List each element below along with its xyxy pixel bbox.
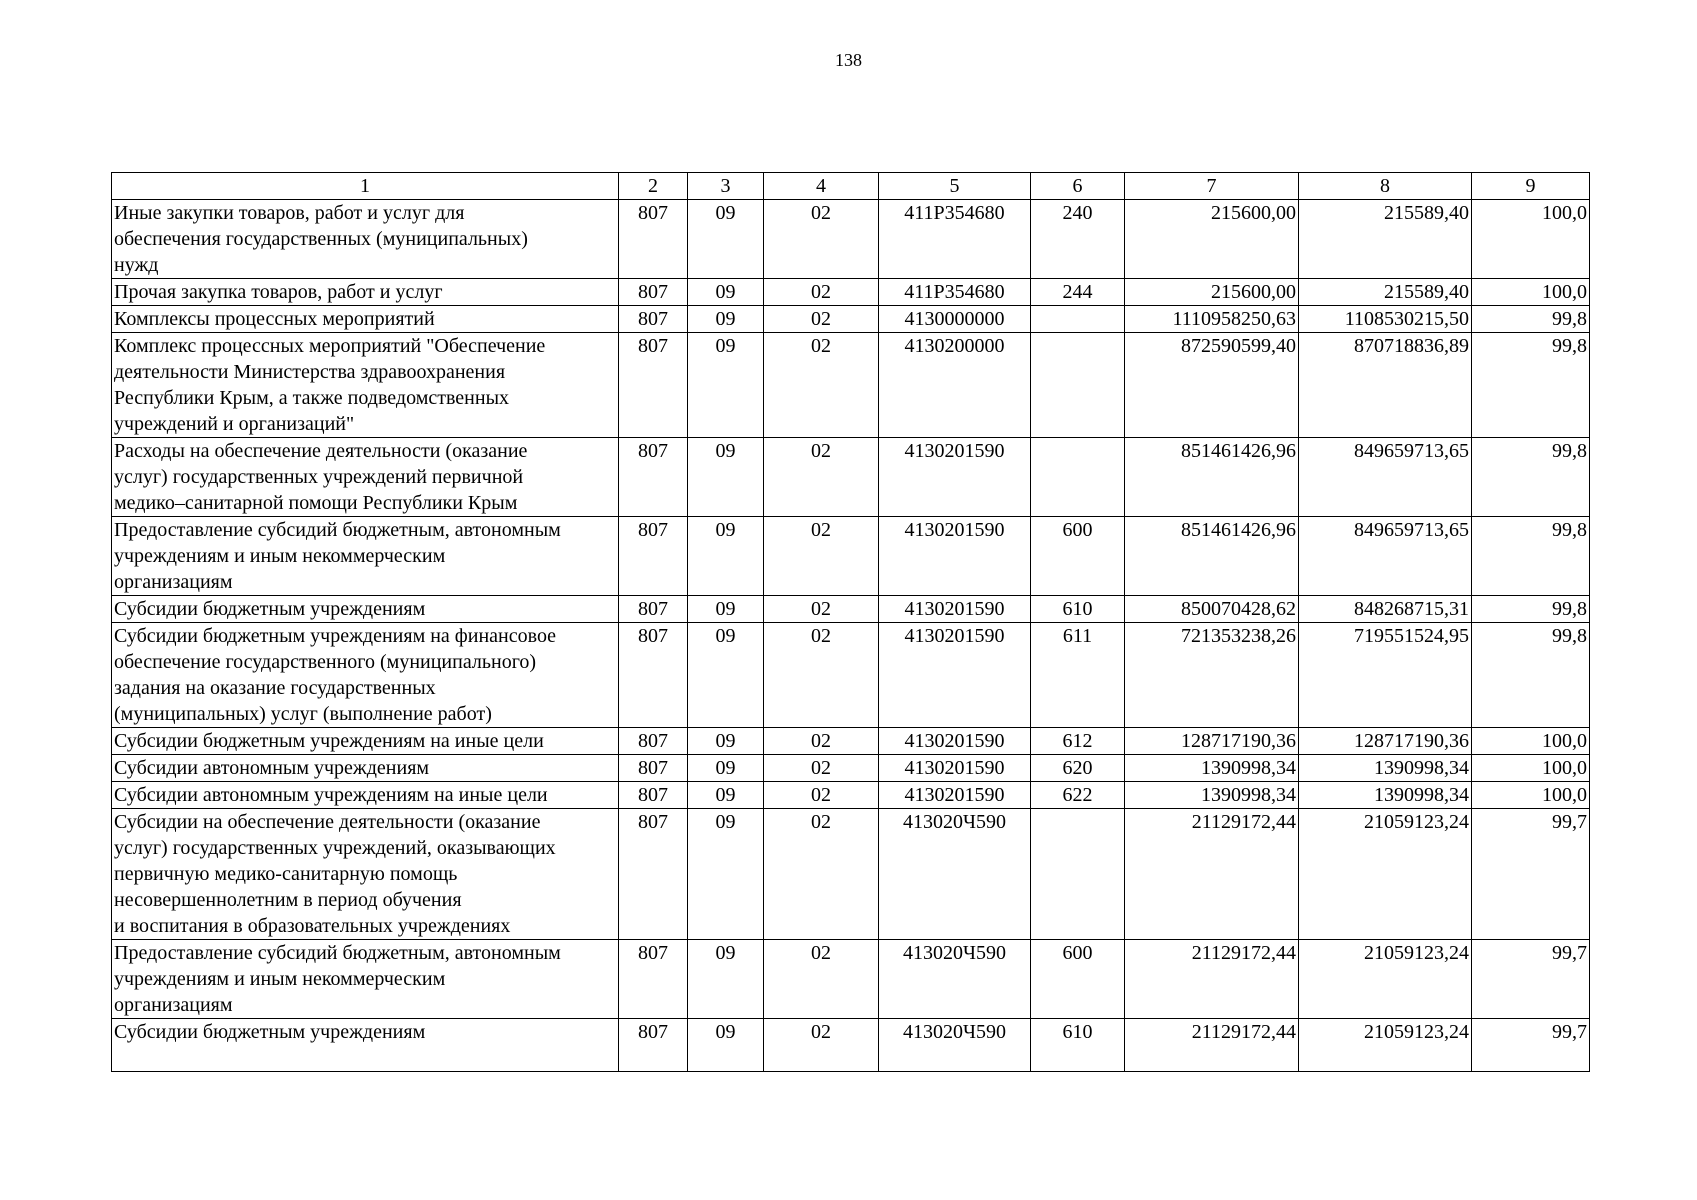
percent-cell: 100,0: [1472, 279, 1590, 306]
section-code-cell: 09: [688, 438, 764, 517]
table-row: [112, 333, 1590, 438]
section-code-cell: 09: [688, 782, 764, 809]
row-name-cell: Комплексы процессных мероприятий: [112, 306, 619, 333]
table-row: [112, 809, 1590, 940]
table-row: [112, 940, 1590, 1019]
ved-code-cell: 807: [619, 782, 688, 809]
expense-type-code-cell: 600: [1031, 940, 1125, 1019]
row-name-cell: Предоставление субсидий бюджетным, автономным учреждениям и иным некоммерческим организациям: [112, 940, 619, 1019]
table-row: [112, 782, 1590, 809]
target-item-code-cell: 4130201590: [879, 438, 1031, 517]
plan-amount-cell: 851461426,96: [1125, 438, 1299, 517]
ved-code-cell: 807: [619, 279, 688, 306]
plan-amount-cell: 215600,00: [1125, 279, 1299, 306]
percent-cell: 99,8: [1472, 306, 1590, 333]
row-name-cell: Иные закупки товаров, работ и услуг для обеспечения государственных (муниципальных) нужд: [112, 200, 619, 279]
column-header: 3: [688, 173, 764, 200]
actual-amount-cell: 849659713,65: [1299, 517, 1472, 596]
target-item-code-cell: 4130000000: [879, 306, 1031, 333]
plan-amount-cell: 1390998,34: [1125, 755, 1299, 782]
subsection-code-cell: 02: [764, 782, 879, 809]
ved-code-cell: 807: [619, 940, 688, 1019]
target-item-code-cell: 413020Ч590: [879, 1019, 1031, 1072]
expense-type-code-cell: 620: [1031, 755, 1125, 782]
table-row: [112, 596, 1590, 623]
target-item-code-cell: 4130200000: [879, 333, 1031, 438]
row-name-cell: Предоставление субсидий бюджетным, автономным учреждениям и иным некоммерческим организациям: [112, 517, 619, 596]
percent-cell: 99,7: [1472, 809, 1590, 940]
column-header: 1: [112, 173, 619, 200]
subsection-code-cell: 02: [764, 596, 879, 623]
section-code-cell: 09: [688, 596, 764, 623]
expense-type-code-cell: [1031, 809, 1125, 940]
row-name-cell: Комплекс процессных мероприятий "Обеспечение деятельности Министерства здравоохранения Республики Крым, а также подведомственных учреждений и организаций": [112, 333, 619, 438]
percent-cell: 99,8: [1472, 596, 1590, 623]
row-name-cell: Субсидии бюджетным учреждениям: [112, 1019, 619, 1072]
expense-type-code-cell: [1031, 306, 1125, 333]
expense-type-code-cell: 600: [1031, 517, 1125, 596]
row-name-cell: Прочая закупка товаров, работ и услуг: [112, 279, 619, 306]
row-name-cell: Субсидии бюджетным учреждениям на иные цели: [112, 728, 619, 755]
subsection-code-cell: 02: [764, 1019, 879, 1072]
section-code-cell: 09: [688, 755, 764, 782]
plan-amount-cell: 721353238,26: [1125, 623, 1299, 728]
actual-amount-cell: 849659713,65: [1299, 438, 1472, 517]
actual-amount-cell: 215589,40: [1299, 200, 1472, 279]
column-header: 4: [764, 173, 879, 200]
actual-amount-cell: 1108530215,50: [1299, 306, 1472, 333]
ved-code-cell: 807: [619, 517, 688, 596]
section-code-cell: 09: [688, 940, 764, 1019]
header-row: [112, 173, 1590, 200]
table-row: [112, 517, 1590, 596]
percent-cell: 99,7: [1472, 1019, 1590, 1072]
percent-cell: 99,8: [1472, 438, 1590, 517]
actual-amount-cell: 1390998,34: [1299, 755, 1472, 782]
column-header: 2: [619, 173, 688, 200]
ved-code-cell: 807: [619, 596, 688, 623]
plan-amount-cell: 872590599,40: [1125, 333, 1299, 438]
expense-type-code-cell: 240: [1031, 200, 1125, 279]
percent-cell: 100,0: [1472, 200, 1590, 279]
target-item-code-cell: 4130201590: [879, 728, 1031, 755]
plan-amount-cell: 215600,00: [1125, 200, 1299, 279]
ved-code-cell: 807: [619, 438, 688, 517]
row-name-cell: Расходы на обеспечение деятельности (оказание услуг) государственных учреждений первичной медико–санитарной помощи Республики Крым: [112, 438, 619, 517]
subsection-code-cell: 02: [764, 306, 879, 333]
subsection-code-cell: 02: [764, 809, 879, 940]
subsection-code-cell: 02: [764, 755, 879, 782]
ved-code-cell: 807: [619, 809, 688, 940]
table-row: [112, 623, 1590, 728]
target-item-code-cell: 411Р354680: [879, 200, 1031, 279]
table-row: [112, 438, 1590, 517]
section-code-cell: 09: [688, 200, 764, 279]
table-row: [112, 1019, 1590, 1072]
section-code-cell: 09: [688, 1019, 764, 1072]
section-code-cell: 09: [688, 809, 764, 940]
table-body: [112, 200, 1590, 1072]
plan-amount-cell: 850070428,62: [1125, 596, 1299, 623]
percent-cell: 99,8: [1472, 623, 1590, 728]
plan-amount-cell: 21129172,44: [1125, 940, 1299, 1019]
row-name-cell: Субсидии автономным учреждениям: [112, 755, 619, 782]
actual-amount-cell: 21059123,24: [1299, 940, 1472, 1019]
ved-code-cell: 807: [619, 306, 688, 333]
actual-amount-cell: 21059123,24: [1299, 1019, 1472, 1072]
column-header: 6: [1031, 173, 1125, 200]
target-item-code-cell: 413020Ч590: [879, 809, 1031, 940]
section-code-cell: 09: [688, 333, 764, 438]
expense-type-code-cell: 610: [1031, 596, 1125, 623]
target-item-code-cell: 4130201590: [879, 596, 1031, 623]
expense-type-code-cell: 611: [1031, 623, 1125, 728]
percent-cell: 100,0: [1472, 755, 1590, 782]
section-code-cell: 09: [688, 279, 764, 306]
table-row: [112, 306, 1590, 333]
expense-type-code-cell: 612: [1031, 728, 1125, 755]
section-code-cell: 09: [688, 517, 764, 596]
percent-cell: 99,8: [1472, 517, 1590, 596]
section-code-cell: 09: [688, 306, 764, 333]
plan-amount-cell: 1110958250,63: [1125, 306, 1299, 333]
column-header: 7: [1125, 173, 1299, 200]
actual-amount-cell: 128717190,36: [1299, 728, 1472, 755]
percent-cell: 99,7: [1472, 940, 1590, 1019]
plan-amount-cell: 128717190,36: [1125, 728, 1299, 755]
percent-cell: 100,0: [1472, 782, 1590, 809]
percent-cell: 99,8: [1472, 333, 1590, 438]
ved-code-cell: 807: [619, 728, 688, 755]
actual-amount-cell: 21059123,24: [1299, 809, 1472, 940]
row-name-cell: Субсидии автономным учреждениям на иные цели: [112, 782, 619, 809]
percent-cell: 100,0: [1472, 728, 1590, 755]
subsection-code-cell: 02: [764, 517, 879, 596]
actual-amount-cell: 719551524,95: [1299, 623, 1472, 728]
table-row: [112, 728, 1590, 755]
subsection-code-cell: 02: [764, 728, 879, 755]
target-item-code-cell: 4130201590: [879, 782, 1031, 809]
actual-amount-cell: 870718836,89: [1299, 333, 1472, 438]
ved-code-cell: 807: [619, 333, 688, 438]
subsection-code-cell: 02: [764, 200, 879, 279]
actual-amount-cell: 215589,40: [1299, 279, 1472, 306]
ved-code-cell: 807: [619, 623, 688, 728]
plan-amount-cell: 21129172,44: [1125, 809, 1299, 940]
section-code-cell: 09: [688, 728, 764, 755]
actual-amount-cell: 1390998,34: [1299, 782, 1472, 809]
column-header: 8: [1299, 173, 1472, 200]
row-name-cell: Субсидии бюджетным учреждениям: [112, 596, 619, 623]
budget-table: [111, 172, 1590, 1072]
subsection-code-cell: 02: [764, 940, 879, 1019]
row-name-cell: Субсидии бюджетным учреждениям на финансовое обеспечение государственного (муниципального) задания на оказание государственных (муниципальных) услуг (выполнение работ): [112, 623, 619, 728]
expense-type-code-cell: 244: [1031, 279, 1125, 306]
subsection-code-cell: 02: [764, 279, 879, 306]
actual-amount-cell: 848268715,31: [1299, 596, 1472, 623]
subsection-code-cell: 02: [764, 333, 879, 438]
table-row: [112, 200, 1590, 279]
target-item-code-cell: 4130201590: [879, 517, 1031, 596]
target-item-code-cell: 411Р354680: [879, 279, 1031, 306]
subsection-code-cell: 02: [764, 438, 879, 517]
section-code-cell: 09: [688, 623, 764, 728]
target-item-code-cell: 413020Ч590: [879, 940, 1031, 1019]
ved-code-cell: 807: [619, 200, 688, 279]
expense-type-code-cell: 622: [1031, 782, 1125, 809]
target-item-code-cell: 4130201590: [879, 755, 1031, 782]
plan-amount-cell: 851461426,96: [1125, 517, 1299, 596]
column-header: 9: [1472, 173, 1590, 200]
page-number: 138: [835, 50, 862, 70]
expense-type-code-cell: [1031, 333, 1125, 438]
plan-amount-cell: 21129172,44: [1125, 1019, 1299, 1072]
table-row: [112, 279, 1590, 306]
table-row: [112, 755, 1590, 782]
ved-code-cell: 807: [619, 755, 688, 782]
subsection-code-cell: 02: [764, 623, 879, 728]
target-item-code-cell: 4130201590: [879, 623, 1031, 728]
ved-code-cell: 807: [619, 1019, 688, 1072]
plan-amount-cell: 1390998,34: [1125, 782, 1299, 809]
row-name-cell: Субсидии на обеспечение деятельности (оказание услуг) государственных учреждений, оказывающих первичную медико-санитарную помощь несовершеннолетним в период обучения и воспитания в образовательных учреждениях: [112, 809, 619, 940]
column-header: 5: [879, 173, 1031, 200]
expense-type-code-cell: [1031, 438, 1125, 517]
expense-type-code-cell: 610: [1031, 1019, 1125, 1072]
